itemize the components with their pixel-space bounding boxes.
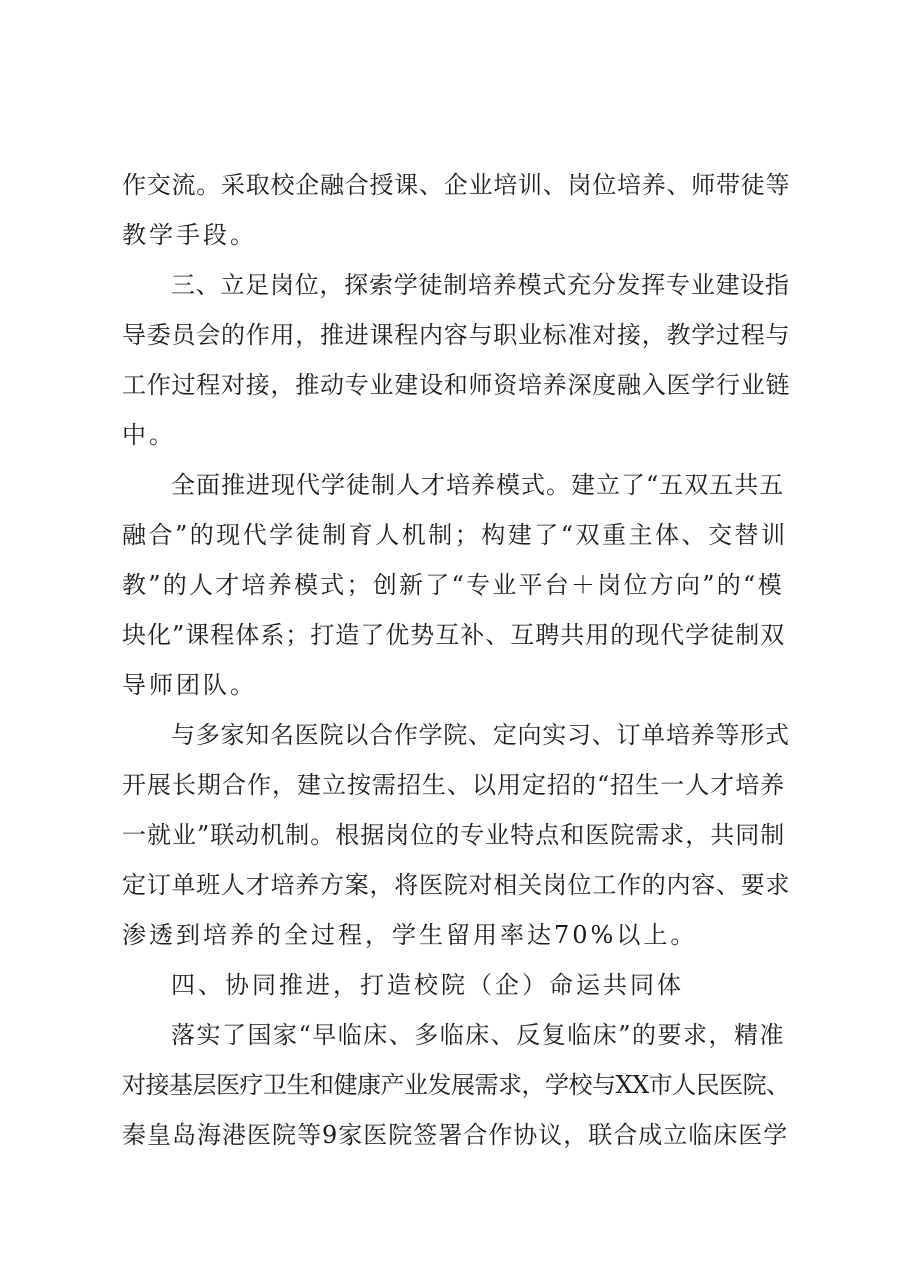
text-line: 导师团队。: [122, 671, 257, 699]
text-line: 全面推进现代学徒制人才培养模式。建立了“五双五共五: [171, 471, 785, 499]
text-line: 渗透到培养的全过程，学生留用率达70%以上。: [122, 921, 698, 949]
text-line: 融合”的现代学徒制育人机制；构建了“双重主体、交替训: [122, 521, 788, 549]
section-heading: 四、协同推进，打造校院（企）命运共同体: [171, 971, 684, 999]
text-line: 秦皇岛海港医院等9家医院签署合作协议，联合成立临床医学: [122, 1121, 789, 1149]
section-heading: 三、立足岗位，探索学徒制培养模式充分发挥专业建设指: [171, 271, 790, 299]
text-line: 工作过程对接，推动专业建设和师资培养深度融入医学行业链: [122, 371, 791, 399]
text-line: 对接基层医疗卫生和健康产业发展需求，学校与XX市人民医院、: [122, 1071, 790, 1099]
text-line: 块化”课程体系；打造了优势互补、互聘共用的现代学徒制双: [122, 621, 786, 649]
text-line: 一就业”联动机制。根据岗位的专业特点和医院需求，共同制: [122, 821, 786, 849]
text-line: 导委员会的作用，推进课程内容与职业标准对接，教学过程与: [122, 321, 791, 349]
text-line: 与多家知名医院以合作学院、定向实习、订单培养等形式: [171, 721, 790, 749]
text-line: 落实了国家“早临床、多临床、反复临床”的要求，精准: [171, 1021, 786, 1049]
text-line: 定订单班人才培养方案，将医院对相关岗位工作的内容、要求: [122, 871, 791, 899]
text-line: 作交流。采取校企融合授课、企业培训、岗位培养、师带徒等: [122, 171, 791, 199]
text-line: 教学手段。: [122, 221, 257, 249]
text-line: 中。: [122, 421, 176, 449]
text-line: 开展长期合作，建立按需招生、以用定招的“招生一人才培养: [122, 771, 786, 799]
text-line: 教”的人才培养模式；创新了“专业平台＋岗位方向”的“模: [122, 571, 784, 599]
